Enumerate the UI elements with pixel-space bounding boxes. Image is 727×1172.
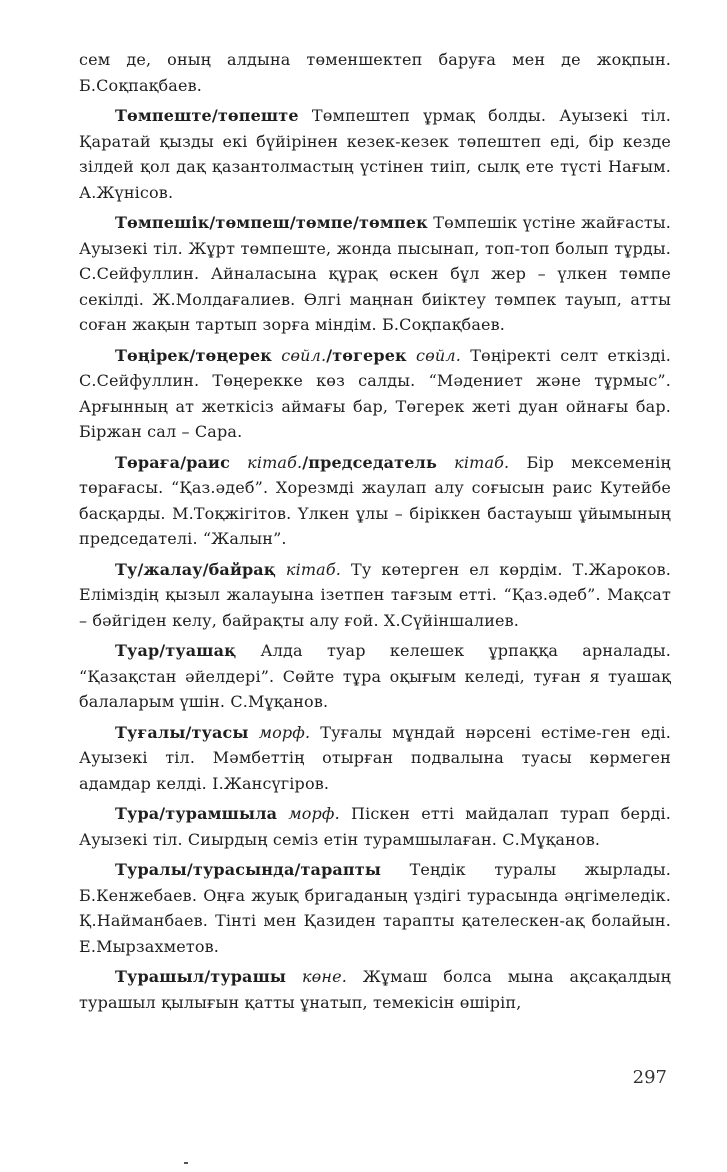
usage-mark: морф. — [288, 804, 340, 823]
entry-text: Теңдік туралы жырлады. Б.Кенжебаев. Оңға жуық бригаданың үздігі турасында әңгімеледік. Қ.Найманбаев. Тінті мен Қазиден тарапты қателескен-ақ болайын. Е.Мырзахметов. — [79, 860, 671, 956]
usage-mark: сөйл. — [281, 345, 327, 365]
headword: Туралы/турасында/тарапты — [115, 860, 382, 879]
headword-variant: /председатель — [302, 452, 437, 472]
entry-turashyl — [79, 964, 671, 1015]
headword: Туғалы/туасы — [115, 722, 249, 742]
entry-continuation — [79, 47, 671, 98]
scan-mark — [184, 1162, 188, 1164]
page-body — [79, 47, 671, 1020]
entry-tu — [79, 557, 671, 634]
usage-mark: морф. — [258, 722, 311, 742]
entry-tompeshik — [79, 210, 671, 338]
entry-text: Піскен етті майдалап турап берді. Ауызекі тіл. Сиырдың семіз етін турамшылаған. С.Мұқанов. — [79, 804, 671, 849]
headword: Ту/жалау/байрақ — [115, 559, 276, 579]
headword: Тура/турамшыла — [115, 804, 278, 823]
page-number: 297 — [632, 1067, 667, 1088]
usage-mark: сөйл. — [416, 345, 461, 365]
headword-variant: /төгерек — [326, 345, 407, 365]
entry-tuar — [79, 638, 671, 715]
headword: Турашыл/турашы — [115, 967, 287, 986]
entry-text: Төңіректі селт еткізді. С.Сейфуллин. Төңерекке көз салды. “Мәдениет және тұрмыс”. Арғынның ат жеткісіз аймағы бар, Төгерек жеті дуан ойнағы бар. Біржан сал – Сара. — [79, 345, 671, 441]
entry-text: Төмпештеп ұрмақ болды. Ауызекі тіл. Қаратай қызды екі бүйірінен кезек-кезек төпештеп еді, бір кезде зілдей қол дақ қазантолмастың үстінен тиіп, сылқ ете түсті Нағым. А.Жүнісов. — [79, 106, 671, 202]
entry-text: Төмпешік үстіне жайғасты. Ауызекі тіл. Жұрт төмпеште, жонда пысынап, топ-топ болып тұрды. С.Сейфуллин. Айналасына құрақ өскен бұл жер – үлкен төмпе секілді. Ж.Молдағалиев. Өлгі маңнан биіктеу төмпек тауып, атты соған жақын тартып зорға міндім. Б.Соқпақбаев. — [79, 213, 671, 334]
headword: Туар/туашақ — [115, 641, 237, 660]
usage-mark: кітаб. — [454, 452, 510, 472]
headword: Төмпеште/төпеште — [115, 106, 299, 125]
entry-text: Туғалы мұндай нәрсені естіме-ген еді. Ауызекі тіл. Мәмбеттің отырған подвалына туасы көрмеген адамдар келді. І.Жансүгіров. — [79, 722, 671, 793]
entry-turaly — [79, 857, 671, 959]
entry-tonirek — [79, 343, 671, 445]
entry-tugaly — [79, 720, 671, 797]
entry-toraga — [79, 450, 671, 552]
headword: Төмпешік/төмпеш/төмпе/төмпек — [115, 213, 428, 232]
entry-tura — [79, 801, 671, 852]
headword: Төраға/раис — [115, 452, 230, 472]
headword: Төңірек/төңерек — [115, 345, 272, 365]
usage-mark: кітаб. — [247, 452, 303, 472]
entry-text: Жұмаш болса мына ақсақалдың турашыл қылығын қатты ұнатып, темекісін өшіріп, — [79, 967, 671, 1012]
entry-text: Бір мексеменің төрағасы. “Қаз.әдеб”. Хорезмді жаулап алу соғысын раис Кутейбе басқарды. М.Тоқжігітов. Үлкен ұлы – біріккен бастауыш ұйымының председателі. “Жалын”. — [79, 452, 671, 548]
entry-text: Алда туар келешек ұрпаққа арналады. “Қазақстан әйелдері”. Сөйте тұра оқығым келеді, туған я туашақ балаларым үшін. С.Мұқанов. — [79, 641, 671, 711]
usage-mark: кітаб. — [285, 559, 342, 579]
entry-tompeshte — [79, 103, 671, 205]
usage-mark: көне. — [301, 967, 347, 986]
entry-text: Ту көтерген ел көрдім. Т.Жароков. Еліміздің қызыл жалауына ізетпен тағзым етті. “Қаз.әдеб”. Мақсат – бәйгіден келу, байрақты алу ғой. Х.Сүйіншалиев. — [79, 559, 671, 630]
entry-text: сем де, оның алдына төменшектеп баруға мен де жоқпын. Б.Соқпақбаев. — [79, 50, 671, 95]
